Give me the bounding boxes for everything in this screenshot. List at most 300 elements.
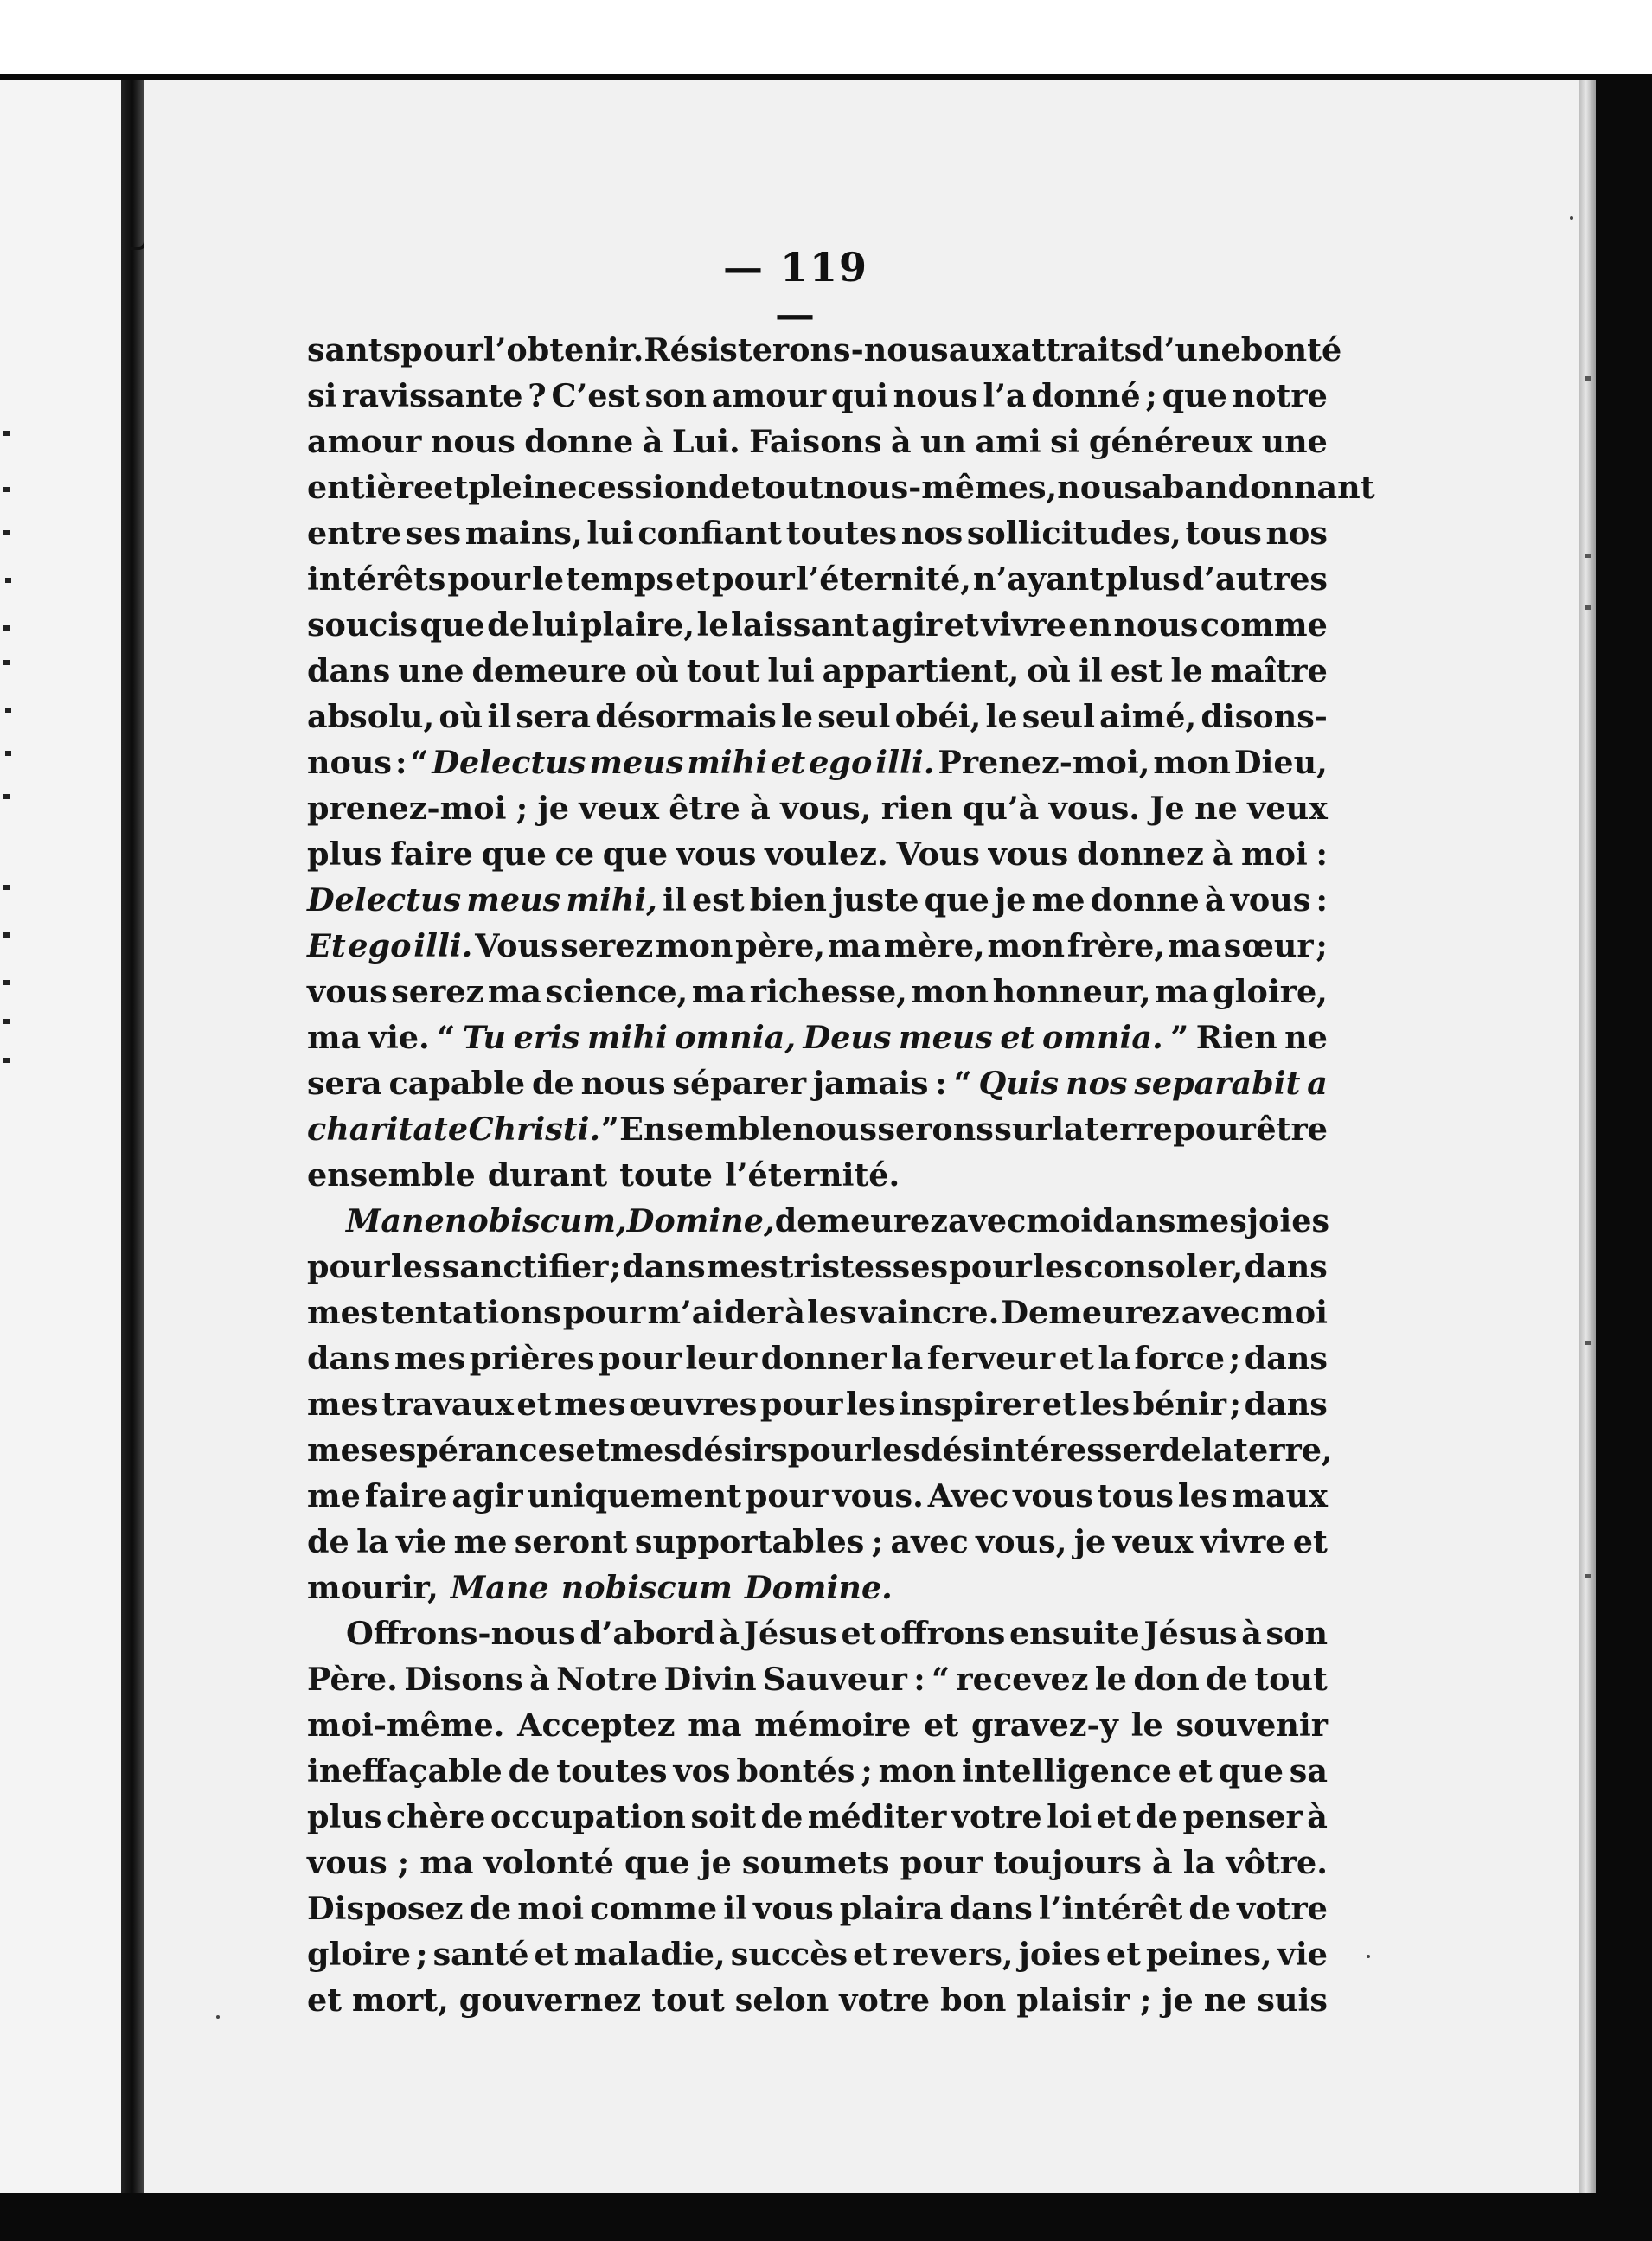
word: que	[481, 836, 547, 873]
word: bontés	[736, 1752, 855, 1790]
word: de	[307, 1523, 349, 1560]
word: et	[853, 1936, 888, 1973]
word: votre	[1237, 1890, 1328, 1927]
margin-mark	[3, 885, 10, 890]
word: pour	[759, 1386, 843, 1423]
word: une	[398, 652, 464, 689]
word: votre	[839, 1982, 931, 2019]
word: n’ayant	[973, 560, 1105, 598]
word: laissant	[731, 606, 869, 643]
word: Demeurez	[1001, 1294, 1180, 1331]
text-line	[307, 1886, 1328, 1931]
word: supportables	[634, 1523, 865, 1560]
word: Lui.	[671, 423, 740, 460]
word: nous	[1113, 606, 1199, 643]
word: mon	[655, 927, 733, 964]
word: faire	[390, 836, 473, 873]
page-edge	[1579, 80, 1596, 2193]
word: ineffaçable	[307, 1752, 503, 1790]
word: l’a	[983, 377, 1027, 414]
word: que	[419, 606, 485, 643]
word: plaire,	[580, 606, 695, 643]
margin-mark	[3, 932, 10, 938]
word: je	[537, 790, 569, 827]
word: la	[1052, 1111, 1085, 1148]
word: plus	[307, 836, 382, 873]
word: intelligence	[962, 1752, 1172, 1790]
edge-mark	[1585, 1574, 1591, 1578]
word: ma	[688, 1706, 742, 1744]
word: notre	[1232, 377, 1328, 414]
word: que	[624, 1844, 690, 1881]
word: :	[935, 1065, 947, 1102]
word: mes	[554, 1386, 626, 1423]
text-line	[307, 464, 1375, 510]
word: il	[723, 1890, 747, 1927]
word: la	[356, 1523, 389, 1560]
word: charitate	[307, 1111, 469, 1148]
word: mes	[307, 1294, 379, 1331]
word: et	[534, 1936, 569, 1973]
word: avec	[890, 1523, 969, 1560]
word: les	[806, 1294, 857, 1331]
margin-mark	[3, 625, 10, 631]
page-number: — 119 —	[722, 244, 869, 337]
word: Père.	[307, 1661, 398, 1698]
text-line	[307, 327, 1342, 373]
word: mihi,	[566, 881, 657, 919]
word: faire	[364, 1477, 448, 1514]
word: agir	[451, 1477, 523, 1514]
word: toute	[619, 1156, 713, 1194]
word: mes	[706, 1248, 778, 1285]
word: vous	[988, 836, 1069, 873]
word: travaux	[381, 1386, 514, 1423]
word: prenez-moi	[307, 790, 507, 827]
word: donne	[524, 423, 634, 460]
word: leur	[685, 1340, 758, 1377]
word: don	[1133, 1661, 1200, 1698]
word: ma	[1155, 973, 1209, 1010]
word: me	[1031, 881, 1085, 919]
word: inspirer	[899, 1386, 1040, 1423]
word: entre	[307, 515, 402, 552]
word: une	[1261, 423, 1328, 460]
word: sollicitudes,	[966, 515, 1181, 552]
word: succès	[730, 1936, 848, 1973]
text-line	[307, 923, 1328, 969]
word: ;	[1228, 1340, 1241, 1377]
word: dans	[307, 1340, 391, 1377]
word: joies	[1018, 1936, 1101, 1973]
word: Faisons	[749, 423, 882, 460]
word: lui	[586, 515, 634, 552]
word: :	[913, 1661, 925, 1698]
word: intérêts	[307, 560, 446, 598]
word: son	[644, 377, 708, 414]
text-line	[307, 1840, 1328, 1886]
word: mon	[878, 1752, 957, 1790]
word: gouvernez	[458, 1982, 642, 2019]
text-line	[307, 785, 1328, 831]
word: Prenez-moi,	[938, 744, 1150, 781]
margin-mark	[3, 431, 10, 436]
word: recevez	[956, 1661, 1089, 1698]
word: pour	[562, 1294, 646, 1331]
word: moi	[1026, 1202, 1093, 1239]
word: m’aider	[647, 1294, 784, 1331]
word: meus	[589, 744, 684, 781]
text-line	[307, 831, 1328, 877]
word: Disons	[404, 1661, 523, 1698]
word: vous	[307, 973, 387, 1010]
word: bien	[749, 881, 827, 919]
word: ;	[416, 1936, 428, 1973]
scan-border-right	[1596, 74, 1652, 2241]
word: me	[453, 1523, 508, 1560]
word: et	[1292, 1523, 1328, 1560]
word: avec	[948, 1202, 1027, 1239]
word: richesse,	[749, 973, 907, 1010]
word: de	[708, 469, 751, 506]
word: serez	[560, 927, 654, 964]
word: le	[1170, 652, 1203, 689]
word: de	[487, 606, 529, 643]
word: le	[1130, 1706, 1163, 1744]
word: prières	[469, 1340, 595, 1377]
word: tout	[1254, 1661, 1328, 1698]
word: amour	[307, 423, 422, 460]
word: de	[532, 1065, 574, 1102]
word: soucis	[307, 606, 419, 643]
word: ;	[1316, 927, 1328, 964]
word: où	[439, 698, 483, 735]
word: santé	[432, 1936, 529, 1973]
word: et	[771, 744, 806, 781]
text-line	[307, 1060, 1328, 1106]
word: vous	[307, 1844, 387, 1881]
word: dans	[949, 1890, 1033, 1927]
word: attraits	[1010, 331, 1143, 368]
word: vous.	[1048, 790, 1140, 827]
word: mon	[1153, 744, 1231, 781]
word: Ensemble	[619, 1111, 792, 1148]
word: Résisterons-nous	[644, 331, 949, 368]
word: les	[1033, 1248, 1083, 1285]
word: que	[1218, 1752, 1284, 1790]
word: ma	[827, 927, 882, 964]
word: le	[1094, 1661, 1127, 1698]
word: et	[924, 1706, 959, 1744]
word: vos	[673, 1752, 731, 1790]
word: il	[1079, 652, 1103, 689]
word: je	[1162, 1982, 1194, 2019]
word: meus	[899, 1019, 993, 1056]
word: et	[1105, 1936, 1141, 1973]
word: à	[1241, 1615, 1262, 1652]
word: nous	[580, 1065, 666, 1102]
word: maladie,	[573, 1936, 726, 1973]
text-line	[307, 510, 1328, 556]
word: le	[532, 560, 565, 598]
margin-mark	[5, 751, 11, 756]
word: être	[1256, 1111, 1328, 1148]
word: Delectus	[432, 744, 586, 781]
word: plus	[1105, 560, 1181, 598]
dust-speck	[216, 2015, 220, 2019]
word: loi	[1047, 1798, 1092, 1835]
word: d’une	[1142, 331, 1241, 368]
word: :	[1316, 836, 1328, 873]
word: Avec	[927, 1477, 1009, 1514]
word: mon	[911, 973, 989, 1010]
word: cession	[577, 469, 708, 506]
word: nous	[791, 1111, 877, 1148]
text-line	[307, 1977, 1328, 2023]
word: les	[846, 1386, 896, 1423]
word: pour	[400, 331, 483, 368]
margin-mark	[5, 578, 11, 583]
word: de	[760, 1798, 804, 1835]
word: ma	[487, 973, 542, 1010]
text-line	[307, 1565, 1328, 1610]
word: Delectus	[307, 881, 462, 919]
word: est	[1110, 652, 1163, 689]
word: aux	[948, 331, 1011, 368]
word: toujours	[993, 1844, 1142, 1881]
word: omnia.	[1042, 1019, 1163, 1056]
word: durant	[487, 1156, 608, 1194]
word: le	[985, 698, 1018, 735]
word: peines,	[1145, 1936, 1272, 1973]
word: un	[920, 423, 967, 460]
word: aimé,	[1099, 698, 1197, 735]
word: mort,	[352, 1982, 449, 2019]
word: ne	[1203, 1982, 1247, 2019]
word: offrons	[880, 1615, 1006, 1652]
word: sœur	[1223, 927, 1314, 964]
word: vaincre.	[858, 1294, 1000, 1331]
word: temps	[566, 560, 674, 598]
word: eris	[513, 1019, 580, 1056]
word: tout	[651, 1982, 725, 2019]
word: penser	[1182, 1798, 1303, 1835]
word: ;	[1229, 1386, 1242, 1423]
word: désintéresser	[920, 1431, 1159, 1469]
word: et	[516, 1386, 552, 1423]
word: mes	[1175, 1202, 1247, 1239]
word: son	[1265, 1615, 1328, 1652]
word: capable	[388, 1065, 526, 1102]
word: et	[575, 1431, 611, 1469]
word: à	[1152, 1844, 1173, 1881]
word: l’éternité,	[796, 560, 972, 598]
word: a	[1307, 1065, 1328, 1102]
word: vous	[1230, 881, 1311, 919]
word: désormais	[595, 698, 777, 735]
word: veux	[1247, 790, 1328, 827]
word: C’est	[551, 377, 640, 414]
word: mourir,	[307, 1569, 439, 1606]
word: père,	[735, 927, 826, 964]
word: nobiscum	[560, 1569, 733, 1606]
body-text	[307, 327, 1375, 2023]
word: Jésus	[1143, 1615, 1238, 1652]
word: pour	[900, 1844, 983, 1881]
word: dans	[622, 1248, 706, 1285]
word: serez	[391, 973, 484, 1010]
word: seul	[1021, 698, 1095, 735]
word: avec	[1181, 1294, 1260, 1331]
word: à	[1204, 881, 1226, 919]
margin-mark	[3, 794, 10, 799]
word: maux	[1232, 1477, 1328, 1514]
word: volonté	[483, 1844, 614, 1881]
word: sera	[515, 698, 592, 735]
word: mes	[307, 1386, 379, 1423]
text-line	[307, 1244, 1328, 1290]
word: dans	[1244, 1340, 1328, 1377]
word: donne	[1090, 881, 1200, 919]
word: ma	[307, 1019, 362, 1056]
word: et	[1177, 1752, 1213, 1790]
word: vie.	[368, 1019, 430, 1056]
word: à	[642, 423, 663, 460]
word: serons	[877, 1111, 994, 1148]
word: disons-	[1201, 698, 1328, 735]
text-line	[307, 1152, 1328, 1198]
word: d’autres	[1181, 560, 1328, 598]
word: la	[1098, 1340, 1130, 1377]
word: ne	[1284, 1019, 1328, 1056]
word: separabit	[1134, 1065, 1301, 1102]
edge-mark	[1585, 1341, 1591, 1345]
word: chère	[386, 1798, 486, 1835]
word: que	[924, 881, 989, 919]
text-line	[307, 1335, 1328, 1381]
word: terre,	[1233, 1431, 1333, 1469]
word: je	[700, 1844, 732, 1881]
word: nos	[900, 515, 964, 552]
word: et	[1059, 1340, 1094, 1377]
word: sa	[1289, 1752, 1328, 1790]
margin-mark	[3, 487, 10, 492]
scan-border-bottom	[0, 2193, 1652, 2241]
word: de	[1136, 1798, 1178, 1835]
word: ses	[405, 515, 462, 552]
word: dans	[307, 652, 391, 689]
word: Vous	[475, 927, 559, 964]
word: sanctifier	[441, 1248, 609, 1285]
word: souvenir	[1175, 1706, 1328, 1744]
text-line	[307, 1656, 1328, 1702]
word: la	[1201, 1431, 1234, 1469]
word: demeurez	[774, 1202, 949, 1239]
word: vous,	[976, 1523, 1067, 1560]
word: voulez.	[765, 836, 888, 873]
word: l’éternité.	[724, 1156, 900, 1194]
word: :	[1316, 881, 1328, 919]
word: que	[602, 836, 669, 873]
word: honneur,	[992, 973, 1151, 1010]
word: abandonnant	[1142, 469, 1375, 506]
word: de	[508, 1752, 551, 1790]
word: toutes	[556, 1752, 668, 1790]
word: selon	[734, 1982, 829, 2019]
word: mes	[394, 1340, 466, 1377]
word: pour	[447, 560, 531, 598]
word: comme	[590, 1890, 718, 1927]
word: nos	[1066, 1065, 1128, 1102]
word: mes	[307, 1431, 379, 1469]
word: pour	[787, 1431, 871, 1469]
word: les	[1177, 1477, 1228, 1514]
word: illi.	[413, 927, 473, 964]
word: nous	[893, 377, 978, 414]
word: occupation	[490, 1798, 686, 1835]
word: jamais	[812, 1065, 929, 1102]
margin-mark	[3, 980, 10, 985]
word: Je	[1149, 790, 1185, 827]
word: appartient,	[822, 652, 1020, 689]
word: mains,	[464, 515, 583, 552]
word: les	[870, 1431, 921, 1469]
word: ego	[809, 744, 873, 781]
text-line	[307, 1794, 1328, 1840]
word: et	[1096, 1798, 1131, 1835]
word: il	[487, 698, 512, 735]
word: entière	[307, 469, 434, 506]
word: à	[719, 1615, 740, 1652]
edge-mark	[1585, 376, 1591, 381]
text-line	[307, 1931, 1328, 1977]
word: tristesses	[778, 1248, 948, 1285]
word: il	[663, 881, 687, 919]
word: ego	[348, 927, 412, 964]
word: veux	[1112, 1523, 1194, 1560]
word: donner	[760, 1340, 887, 1377]
text-line	[307, 1290, 1328, 1335]
word: à	[1307, 1798, 1328, 1835]
word: désirs	[681, 1431, 788, 1469]
word: je	[995, 881, 1027, 919]
word: d’abord	[579, 1615, 715, 1652]
word: pour	[1173, 1111, 1256, 1148]
word: vous	[753, 1890, 834, 1927]
word: si	[1050, 423, 1080, 460]
text-line	[307, 602, 1328, 648]
word: la	[890, 1340, 924, 1377]
word: vous.	[832, 1477, 924, 1514]
word: qu’à	[962, 790, 1040, 827]
word: être	[669, 790, 740, 827]
word: illi.	[875, 744, 935, 781]
word: obéi,	[894, 698, 982, 735]
word: nous-mêmes,	[823, 469, 1058, 506]
word: “	[410, 744, 429, 781]
margin-mark	[3, 1019, 10, 1024]
edge-mark	[1585, 605, 1591, 610]
word: sera	[307, 1065, 382, 1102]
word: dans	[1092, 1202, 1176, 1239]
word: en	[1068, 606, 1112, 643]
word: suis	[1257, 1982, 1328, 2019]
word: qui	[830, 377, 888, 414]
word: Rien	[1195, 1019, 1277, 1056]
word: l’obtenir.	[483, 331, 644, 368]
word: ;	[1145, 377, 1157, 414]
word: pour	[712, 560, 795, 598]
